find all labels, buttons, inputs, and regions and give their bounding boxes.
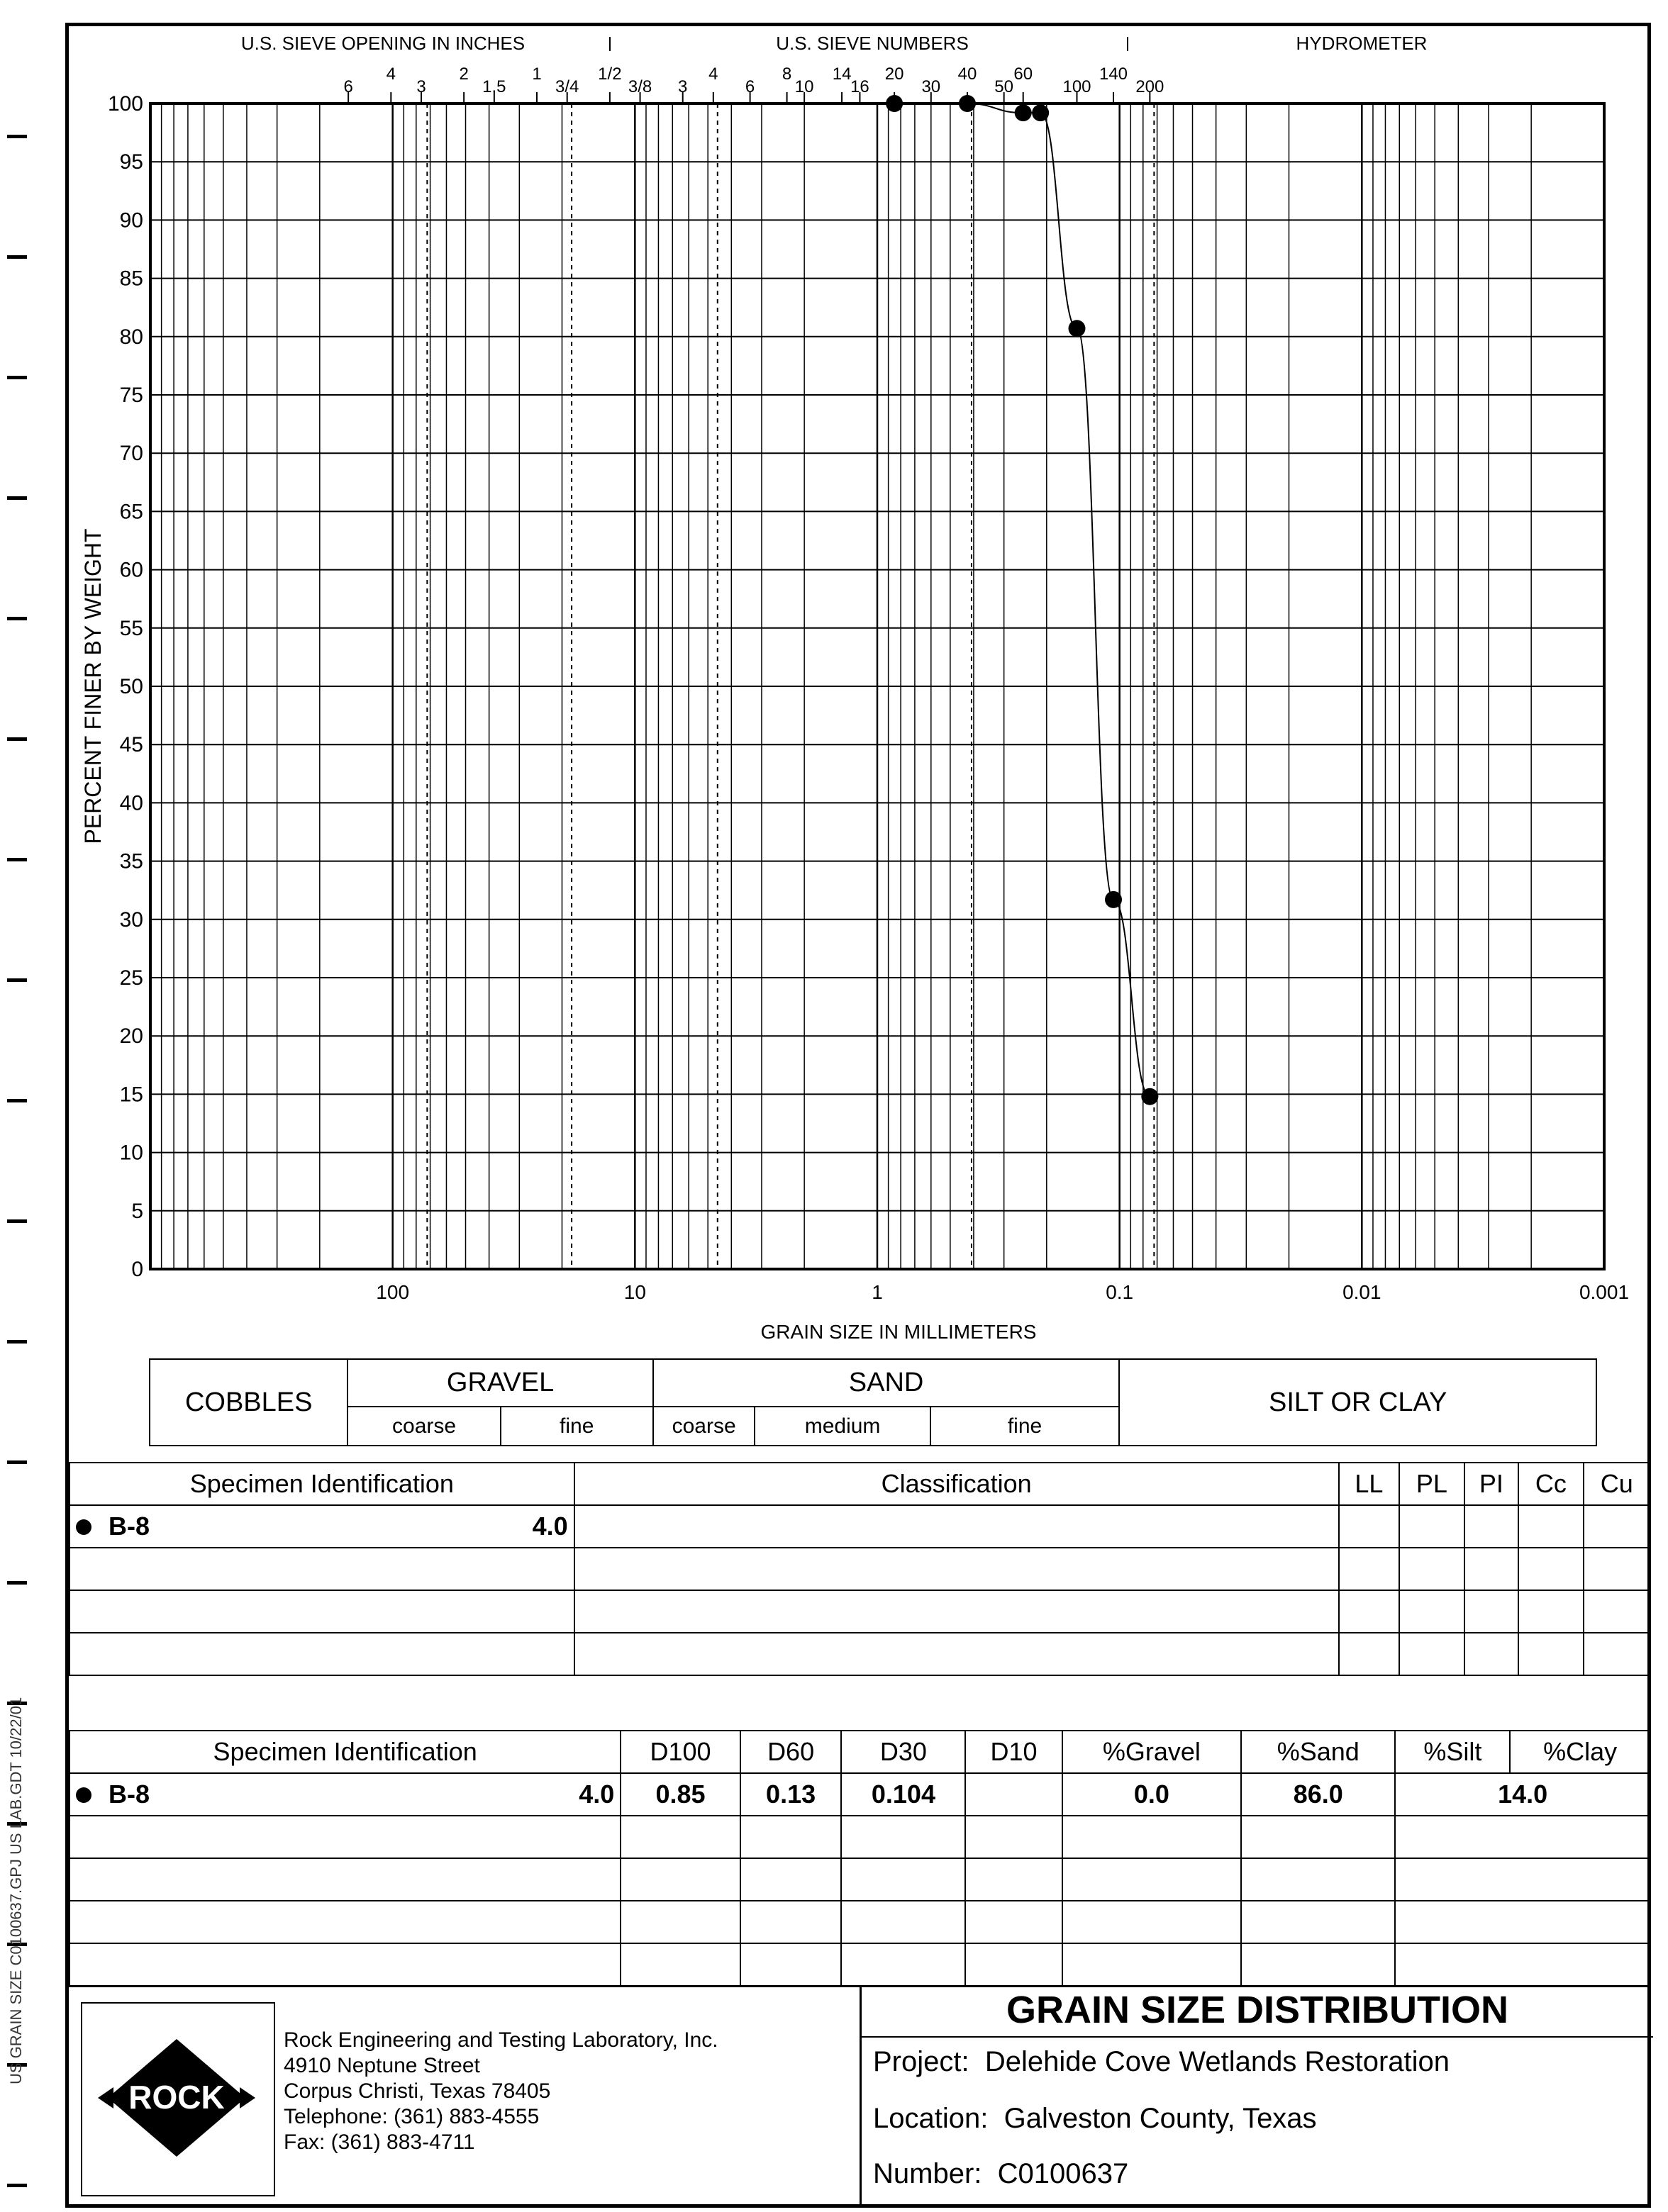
y-tick-label: 75 — [119, 384, 143, 407]
t1-header-pi: PI — [1464, 1463, 1519, 1505]
company-address — [284, 2028, 718, 2155]
cobbles-label: COBBLES — [150, 1359, 348, 1446]
gravel-label: GRAVEL — [348, 1359, 652, 1407]
sieve-label: 4 — [708, 65, 718, 84]
y-tick-label: 65 — [119, 500, 143, 524]
y-tick-label: 85 — [119, 267, 143, 291]
t2-gravel: 0.0 — [1062, 1773, 1242, 1816]
t1-header-pl: PL — [1399, 1463, 1464, 1505]
data-point — [1105, 891, 1122, 908]
location-label: Location: — [873, 2103, 989, 2134]
t2-header-sand: %Sand — [1241, 1731, 1395, 1773]
margin-tick — [7, 2184, 27, 2187]
gravel-fine-label: fine — [501, 1407, 653, 1446]
t2-sand: 86.0 — [1241, 1773, 1395, 1816]
data-point — [1015, 104, 1032, 121]
t1-header-cu: Cu — [1584, 1463, 1650, 1505]
t2-header-clay: %Clay — [1510, 1731, 1650, 1773]
location-row — [873, 2103, 1317, 2135]
sieve-label: 3/4 — [555, 77, 579, 96]
company-street: 4910 Neptune Street — [284, 2054, 480, 2077]
sieve-label: 6 — [343, 77, 353, 96]
data-point — [1141, 1088, 1158, 1105]
sieve-label: 10 — [794, 77, 814, 96]
data-point — [1069, 320, 1086, 337]
t2-header-d100: D100 — [621, 1731, 740, 1773]
sieve-label: 140 — [1099, 65, 1128, 84]
t2-specimen-depth: 4.0 — [374, 1773, 621, 1816]
report-title-box — [860, 1985, 1653, 2205]
y-tick-label: 100 — [107, 92, 143, 116]
t2-d100: 0.85 — [621, 1773, 740, 1816]
y-tick-label: 35 — [119, 849, 143, 873]
y-tick-label: 95 — [119, 150, 143, 174]
x-tick-label: 100 — [376, 1281, 410, 1303]
t1-specimen-depth: 4.0 — [350, 1505, 574, 1548]
side-file-label: US GRAIN SIZE C0100637.GPJ US LAB.GDT 10/22/01 — [7, 1697, 25, 2084]
number-value: C0100637 — [997, 2158, 1129, 2189]
t1-specimen-id: B-8 — [103, 1505, 350, 1548]
t2-d10 — [965, 1773, 1062, 1816]
y-tick-label: 5 — [131, 1199, 143, 1223]
number-label: Number: — [873, 2158, 982, 2189]
project-row — [873, 2046, 1450, 2078]
y-tick-label: 25 — [119, 966, 143, 990]
t2-d60: 0.13 — [740, 1773, 842, 1816]
company-phone: Telephone: (361) 883-4555 — [284, 2105, 540, 2128]
silt-clay-label: SILT OR CLAY — [1119, 1359, 1596, 1446]
y-tick-label: 90 — [119, 208, 143, 233]
sieve-label: 30 — [921, 77, 941, 96]
y-tick-label: 45 — [119, 733, 143, 757]
t1-header-ll: LL — [1339, 1463, 1400, 1505]
y-tick-label: 60 — [119, 558, 143, 582]
t1-header-specimen: Specimen Identification — [70, 1463, 574, 1505]
sand-coarse-label: coarse — [653, 1407, 755, 1446]
company-city: Corpus Christi, Texas 78405 — [284, 2079, 551, 2103]
number-row — [873, 2158, 1128, 2190]
x-tick-label: 1 — [872, 1281, 883, 1303]
company-fax: Fax: (361) 883-4711 — [284, 2130, 475, 2154]
data-point — [886, 95, 903, 112]
sieve-label: 16 — [850, 77, 869, 96]
t2-header-specimen: Specimen Identification — [70, 1731, 621, 1773]
project-label: Project: — [873, 2046, 969, 2077]
y-tick-label: 30 — [119, 907, 143, 932]
sieve-label: 1/2 — [598, 65, 622, 84]
y-axis-title: PERCENT FINER BY WEIGHT — [80, 528, 106, 844]
y-tick-label: 80 — [119, 325, 143, 349]
t2-header-d30: D30 — [841, 1731, 965, 1773]
sieve-label: 4 — [386, 65, 396, 84]
x-tick-label: 0.01 — [1342, 1281, 1381, 1303]
y-tick-label: 15 — [119, 1083, 143, 1107]
sieve-label: 3/8 — [628, 77, 652, 96]
sieve-label: 20 — [884, 65, 904, 84]
t2-d30: 0.104 — [841, 1773, 965, 1816]
x-tick-label: 0.001 — [1579, 1281, 1630, 1303]
y-tick-label: 50 — [119, 675, 143, 698]
company-name: Rock Engineering and Testing Laboratory, Inc. — [284, 2028, 718, 2052]
t1-header-cc: Cc — [1518, 1463, 1583, 1505]
company-logo — [81, 2002, 275, 2196]
sieve-label: 40 — [957, 65, 977, 84]
sieve-label: 8 — [782, 65, 792, 84]
t1-header-classification: Classification — [574, 1463, 1339, 1505]
t2-specimen-id: B-8 — [103, 1773, 374, 1816]
sand-fine-label: fine — [930, 1407, 1120, 1446]
x-tick-label: 0.1 — [1106, 1281, 1134, 1303]
y-tick-label: 10 — [119, 1141, 143, 1165]
sieve-label: 1.5 — [482, 77, 506, 96]
x-axis-title: GRAIN SIZE IN MILLIMETERS — [760, 1321, 1037, 1343]
sieve-section-header: U.S. SIEVE NUMBERS — [776, 33, 969, 54]
logo-text: ROCK — [128, 2079, 225, 2116]
grain-size-table — [69, 1730, 1651, 1987]
t2-silt-clay: 14.0 — [1395, 1773, 1650, 1816]
sieve-label: 60 — [1013, 65, 1033, 84]
margin-tick — [7, 1581, 27, 1585]
sieve-label: 3 — [416, 77, 426, 96]
t2-header-silt: %Silt — [1395, 1731, 1510, 1773]
y-tick-label: 40 — [119, 791, 143, 815]
sieve-section-header: U.S. SIEVE OPENING IN INCHES — [240, 33, 526, 54]
t2-header-d10: D10 — [965, 1731, 1062, 1773]
t2-marker — [70, 1773, 103, 1816]
classification-table — [69, 1462, 1651, 1676]
sieve-label: 6 — [745, 77, 755, 96]
sieve-label: 2 — [459, 65, 469, 84]
data-point — [1032, 104, 1049, 121]
t2-header-gravel: %Gravel — [1062, 1731, 1242, 1773]
y-tick-label: 70 — [119, 442, 143, 466]
data-point — [959, 95, 976, 112]
project-value: Delehide Cove Wetlands Restoration — [984, 2046, 1450, 2077]
report-title: GRAIN SIZE DISTRIBUTION — [1006, 1989, 1508, 2031]
t2-header-d60: D60 — [740, 1731, 842, 1773]
sieve-label: 14 — [832, 65, 852, 84]
y-tick-label: 55 — [119, 616, 143, 640]
t1-marker — [70, 1505, 103, 1548]
sieve-label: 200 — [1135, 77, 1164, 96]
sieve-label: 50 — [994, 77, 1014, 96]
sieve-label: 100 — [1062, 77, 1091, 96]
sieve-label: 1 — [532, 65, 542, 84]
x-tick-label: 10 — [623, 1281, 646, 1303]
sand-label: SAND — [653, 1359, 1120, 1407]
y-tick-label: 20 — [119, 1024, 143, 1049]
sieve-label: 3 — [678, 77, 688, 96]
y-tick-label: 0 — [131, 1258, 143, 1281]
sieve-section-header: HYDROMETER — [1296, 33, 1428, 54]
margin-tick — [7, 1460, 27, 1464]
sand-medium-label: medium — [755, 1407, 930, 1446]
series-line — [894, 104, 1150, 1097]
location-value: Galveston County, Texas — [1003, 2103, 1317, 2134]
gravel-coarse-label: coarse — [348, 1407, 500, 1446]
soil-classification-band — [149, 1358, 1597, 1446]
